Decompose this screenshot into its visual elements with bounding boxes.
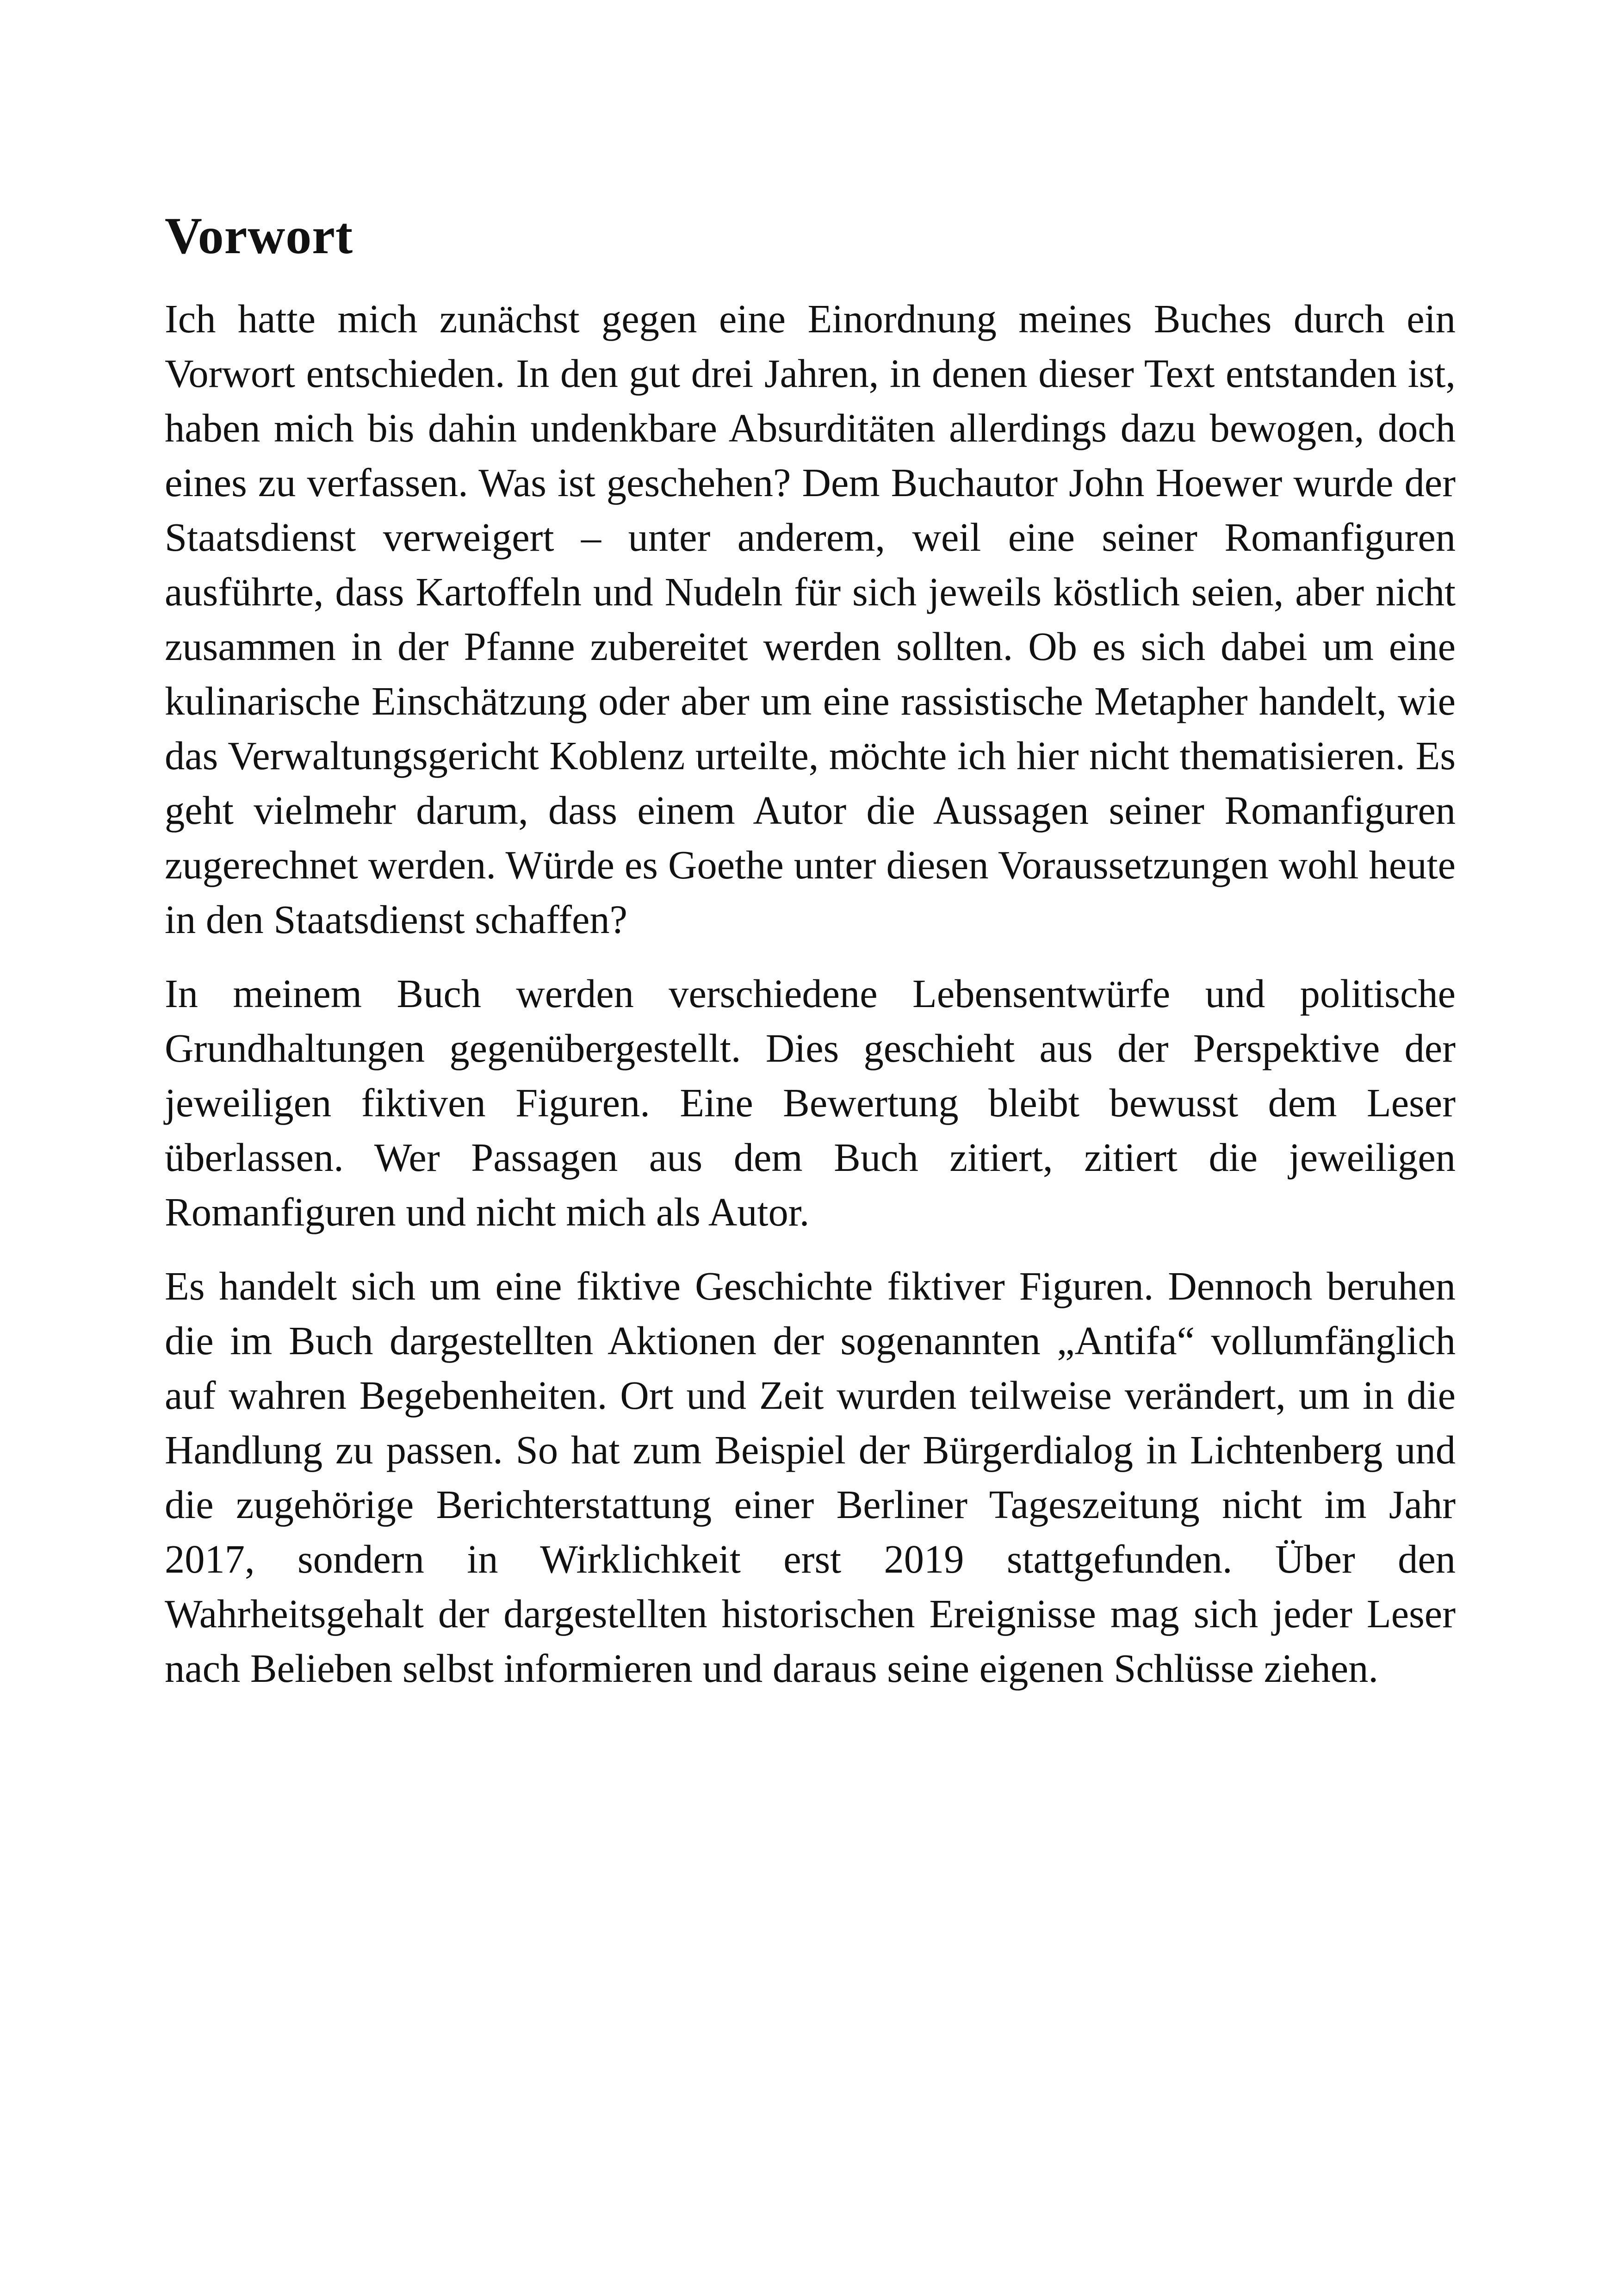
paragraph-3: Es handelt sich um eine fiktive Geschichte fiktiver Figuren. Dennoch beruhen die im Buch dargestellten Aktionen der sogenannten „Antifa“ vollumfänglich auf wahren Begebenheiten. Ort und Zeit wurden teilweise verändert, um in die Handlung zu passen. So hat zum Beispiel der Bürgerdialog in Lichtenberg und die zugehörige Berichterstattung einer Berliner Tageszeitung nicht im Jahr 2017, sondern in Wirklichkeit erst 2019 stattgefunden. Über den Wahrheitsgehalt der dargestellten historischen Ereignisse mag sich jeder Leser nach Belieben selbst informieren und daraus seine eigenen Schlüsse ziehen. [165,1264,1456,1691]
paragraph-1: Ich hatte mich zunächst gegen eine Einordnung meines Buches durch ein Vorwort entschieden. In den gut drei Jahren, in denen dieser Text entstanden ist, haben mich bis dahin undenkbare Absurditäten allerdings dazu bewogen, doch eines zu verfassen. Was ist geschehen? Dem Buchautor John Hoewer wurde der Staatsdienst verweigert – unter anderem, weil eine seiner Romanfiguren ausführte, dass Kartoffeln und Nudeln für sich jeweils köstlich seien, aber nicht zusammen in der Pfanne zubereitet werden sollten. Ob es sich dabei um eine kulinarische Einschätzung oder aber um eine rassistische Metapher handelt, wie das Verwaltungsgericht Koblenz urteilte, möchte ich hier nicht thematisieren. Es geht vielmehr darum, dass einem Autor die Aussagen seiner Romanfiguren zugerechnet werden. Würde es Goethe unter diesen Voraussetzungen wohl heute in den Staatsdienst schaffen? [165,297,1456,942]
page-content [165,204,1456,1696]
paragraph-2: In meinem Buch werden verschiedene Lebensentwürfe und politische Grundhaltungen gegenübergestellt. Dies geschieht aus der Perspektive der jeweiligen fiktiven Figuren. Eine Bewertung bleibt bewusst dem Leser überlassen. Wer Passagen aus dem Buch zitiert, zitiert die jeweiligen Romanfiguren und nicht mich als Autor. [165,971,1456,1234]
page-title: Vorwort [165,207,353,265]
